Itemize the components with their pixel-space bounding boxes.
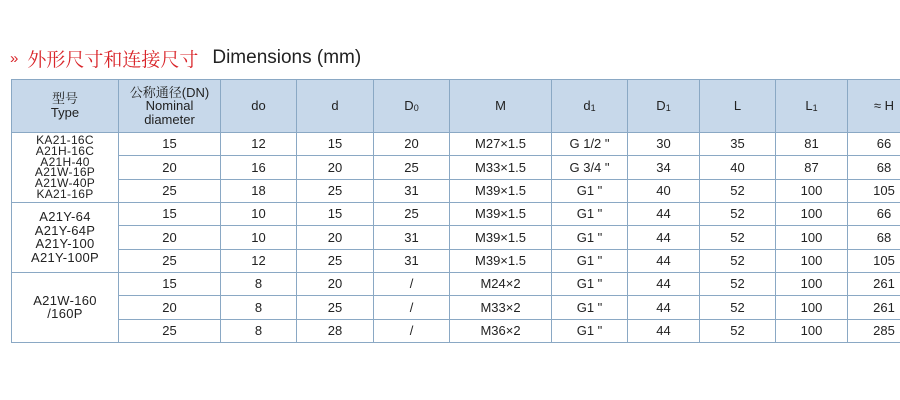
- table-cell: M39×1.5: [450, 202, 552, 225]
- table-cell: 52: [700, 272, 776, 295]
- table-cell: M36×2: [450, 319, 552, 342]
- table-header: [12, 80, 900, 133]
- type-line: A21H-16C: [35, 143, 95, 158]
- table-cell: 31: [374, 179, 450, 202]
- table-cell: 15: [119, 272, 221, 295]
- header-type-en: Type: [50, 105, 80, 120]
- header-D1: $D_1$: [628, 80, 700, 133]
- type-line: A21Y-64P: [34, 222, 96, 238]
- table-cell: 100: [776, 179, 848, 202]
- table-cell: 44: [628, 319, 700, 342]
- header-d1: $d_1$: [552, 80, 628, 133]
- type-line: KA21-16C: [36, 133, 94, 148]
- header-row: [12, 80, 900, 133]
- table-cell: 34: [628, 156, 700, 179]
- table-cell: 40: [700, 156, 776, 179]
- header-type-cn: 型号: [51, 91, 78, 107]
- table-cell: 52: [700, 249, 776, 272]
- table-cell: 44: [628, 202, 700, 225]
- type-line: A21W-16P: [34, 165, 96, 180]
- table-cell: /: [374, 272, 450, 295]
- table-cell: 66: [848, 202, 900, 225]
- table-cell: 52: [700, 296, 776, 319]
- table-cell: G1 ": [552, 202, 628, 225]
- table-cell: 12: [221, 133, 297, 156]
- table-cell: G1 ": [552, 296, 628, 319]
- table-cell: G1 ": [552, 249, 628, 272]
- type-line: A21Y-100: [35, 236, 95, 252]
- table-row: [12, 179, 900, 202]
- table-cell: 66: [848, 133, 900, 156]
- header-d: d: [297, 80, 374, 133]
- header-dn-en-1: Nominal: [145, 98, 194, 114]
- table-cell: G 3/4 ": [552, 156, 628, 179]
- table-cell: 105: [848, 179, 900, 202]
- table-cell: 100: [776, 202, 848, 225]
- table-cell: 87: [776, 156, 848, 179]
- table-cell: /: [374, 319, 450, 342]
- table-cell: 44: [628, 272, 700, 295]
- table-cell: 8: [221, 272, 297, 295]
- table-cell: 25: [119, 179, 221, 202]
- table-cell: 25: [374, 156, 450, 179]
- table-cell: 15: [297, 202, 374, 225]
- type-line: A21Y-100P: [31, 250, 99, 266]
- table-cell: 52: [700, 179, 776, 202]
- table-cell: 52: [700, 226, 776, 249]
- header-M: M: [450, 80, 552, 133]
- table-cell: 28: [297, 319, 374, 342]
- table-row: [12, 296, 900, 319]
- table-cell: 20: [374, 133, 450, 156]
- table-cell: 25: [119, 319, 221, 342]
- table-cell: 285: [848, 319, 900, 342]
- table-cell: M39×1.5: [450, 226, 552, 249]
- table-cell: 20: [297, 226, 374, 249]
- table-cell: 31: [374, 226, 450, 249]
- table-cell: 100: [776, 226, 848, 249]
- header-dn-en-2: diameter: [144, 111, 195, 127]
- section-heading: [10, 46, 361, 70]
- table-cell: M39×1.5: [450, 179, 552, 202]
- type-cell: [12, 202, 119, 272]
- type-line: /160P: [47, 306, 83, 322]
- table-cell: 68: [848, 226, 900, 249]
- table-cell: M27×1.5: [450, 133, 552, 156]
- header-do: do: [221, 80, 297, 133]
- table-cell: G1 ": [552, 319, 628, 342]
- table-body: [12, 133, 900, 343]
- table-cell: 100: [776, 296, 848, 319]
- table-cell: 15: [297, 133, 374, 156]
- type-line: A21H-40: [40, 154, 90, 169]
- table-cell: 30: [628, 133, 700, 156]
- header-L1: $L_1$: [776, 80, 848, 133]
- header-nominal-diameter: [119, 80, 221, 133]
- table-cell: 52: [700, 202, 776, 225]
- type-cell: [12, 272, 119, 342]
- table-cell: 25: [297, 249, 374, 272]
- table-cell: 20: [119, 156, 221, 179]
- table-cell: 12: [221, 249, 297, 272]
- table-cell: /: [374, 296, 450, 319]
- dimensions-table: [11, 79, 900, 343]
- table-row: [12, 156, 900, 179]
- header-dn-cn: 公称通径(DN): [129, 84, 210, 100]
- table-cell: 261: [848, 272, 900, 295]
- table-cell: 16: [221, 156, 297, 179]
- table-cell: 25: [374, 202, 450, 225]
- table-row: [12, 319, 900, 342]
- table-cell: 31: [374, 249, 450, 272]
- header-L: L: [700, 80, 776, 133]
- table-cell: G1 ": [552, 272, 628, 295]
- type-line: A21W-40P: [34, 176, 96, 191]
- table-cell: 44: [628, 249, 700, 272]
- table-row: [12, 272, 900, 295]
- type-cell: [12, 133, 119, 203]
- table-cell: M33×1.5: [450, 156, 552, 179]
- table-cell: 100: [776, 319, 848, 342]
- table-row: [12, 249, 900, 272]
- table-cell: 52: [700, 319, 776, 342]
- table-cell: 68: [848, 156, 900, 179]
- table-cell: 20: [119, 226, 221, 249]
- table-row: [12, 202, 900, 225]
- chevron-icon: »: [10, 49, 18, 67]
- heading-title-cn: 外形尺寸和连接尺寸: [27, 48, 199, 71]
- heading-title-en: Dimensions (mm): [212, 47, 362, 68]
- table-cell: 40: [628, 179, 700, 202]
- table-cell: 25: [297, 296, 374, 319]
- table-cell: 8: [221, 319, 297, 342]
- table-cell: M24×2: [450, 272, 552, 295]
- table-cell: 100: [776, 272, 848, 295]
- table-cell: 20: [297, 272, 374, 295]
- table-cell: 35: [700, 133, 776, 156]
- table-cell: 10: [221, 226, 297, 249]
- table-cell: 25: [297, 179, 374, 202]
- table-cell: G1 ": [552, 179, 628, 202]
- table-cell: M33×2: [450, 296, 552, 319]
- table-cell: 261: [848, 296, 900, 319]
- table-cell: 100: [776, 249, 848, 272]
- table-cell: M39×1.5: [450, 249, 552, 272]
- type-line: A21Y-64: [39, 209, 91, 225]
- table-cell: 20: [297, 156, 374, 179]
- table-cell: 44: [628, 296, 700, 319]
- table-cell: 18: [221, 179, 297, 202]
- header-type: [12, 80, 119, 133]
- table-cell: G 1/2 ": [552, 133, 628, 156]
- table-cell: 15: [119, 133, 221, 156]
- table-cell: 81: [776, 133, 848, 156]
- table-cell: 15: [119, 202, 221, 225]
- type-line: A21W-160: [33, 292, 97, 308]
- table-cell: 105: [848, 249, 900, 272]
- table-cell: 8: [221, 296, 297, 319]
- type-line: KA21-16P: [36, 187, 94, 202]
- table-cell: G1 ": [552, 226, 628, 249]
- table-cell: 44: [628, 226, 700, 249]
- table-cell: 10: [221, 202, 297, 225]
- header-H: ≈ H: [848, 80, 900, 133]
- table-row: [12, 226, 900, 249]
- table-cell: 20: [119, 296, 221, 319]
- header-D0: $D_0$: [374, 80, 450, 133]
- table-cell: 25: [119, 249, 221, 272]
- table-row: [12, 133, 900, 156]
